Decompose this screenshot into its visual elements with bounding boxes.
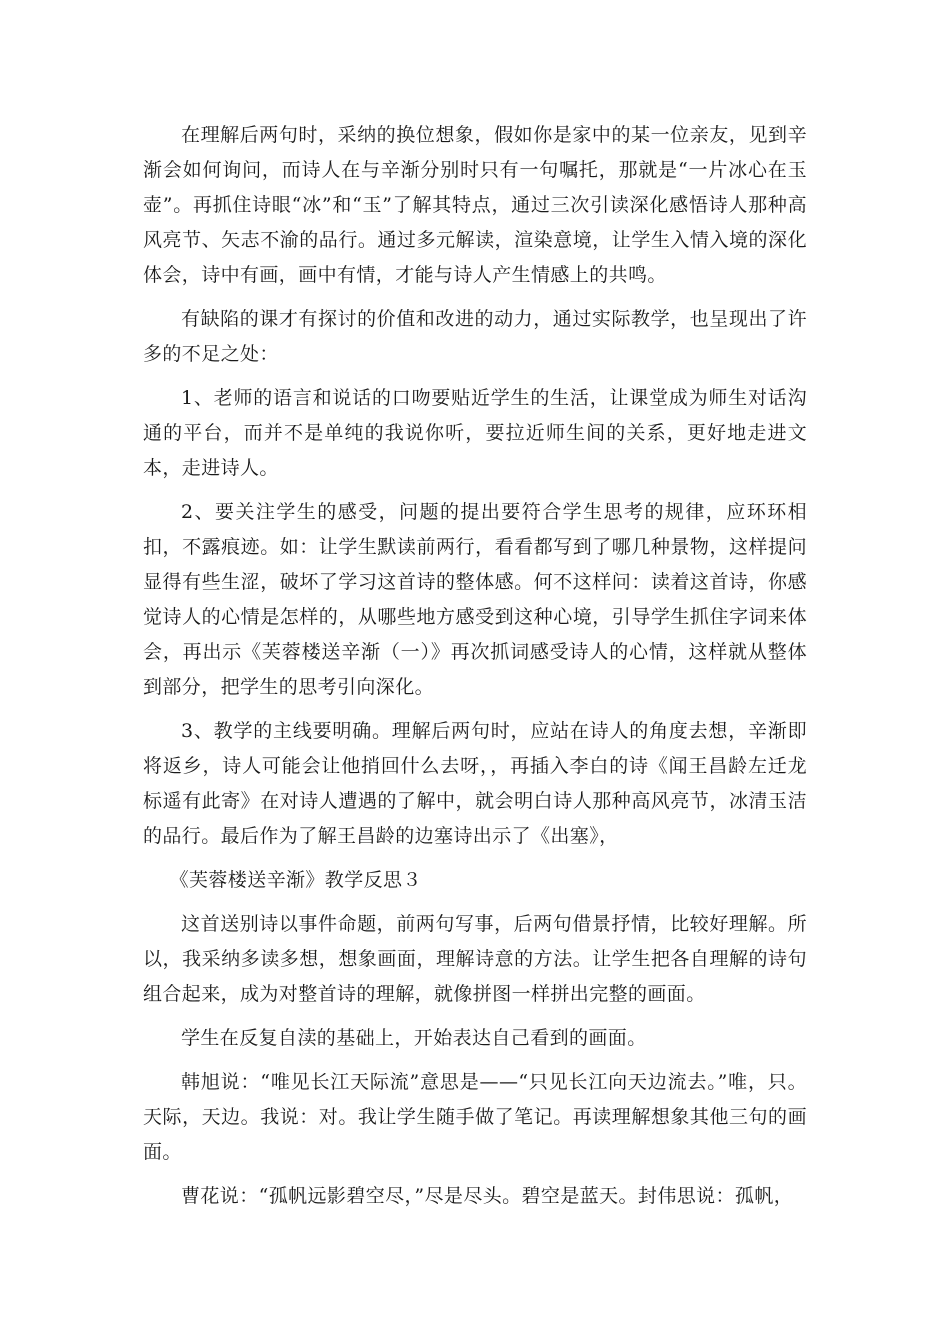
paragraph-5: 3、教学的主线要明确。理解后两句时，应站在诗人的角度去想，辛渐即将返乡，诗人可能会让他捎回什么去呀，，再插入李白的诗《闻王昌龄左迁龙标遥有此寄》在对诗人遭遇的了解中，就会明白诗人那种高风亮节，冰清玉洁的品行。最后作为了解王昌龄的边塞诗出示了《出塞》， bbox=[143, 720, 807, 847]
section-heading: 《芙蓉楼送辛渐》教学反思３ bbox=[169, 869, 422, 891]
paragraph-6: 这首送别诗以事件命题，前两句写事，后两句借景抒情，比较好理解。所以，我采纳多读多想，想象画面，理解诗意的方法。让学生把各自理解的诗句组合起来，成为对整首诗的理解，就像拼图一样拼出完整的画面。 bbox=[143, 913, 807, 1005]
paragraph-1: 在理解后两句时，采纳的换位想象，假如你是家中的某一位亲友，见到辛渐会如何询问，而诗人在与辛渐分别时只有一句嘱托，那就是“一片冰心在玉壶”。再抓住诗眼“冰”和“玉”了解其特点，通过三次引读深化感悟诗人那种高风亮节、矢志不渝的品行。通过多元解读，渲染意境，让学生入情入境的深化体会，诗中有画，画中有情，才能与诗人产生情感上的共鸣。 bbox=[143, 124, 807, 286]
document-body bbox=[143, 118, 807, 1223]
paragraph-9: 曹花说：“孤帆远影碧空尽，”尽是尽头。碧空是蓝天。封伟思说：孤帆， bbox=[181, 1185, 794, 1207]
paragraph-7: 学生在反复自渎的基础上，开始表达自己看到的画面。 bbox=[181, 1027, 647, 1049]
paragraph-8: 韩旭说：“唯见长江天际流”意思是——“只见长江向天边流去。”唯，只。天际，天边。我说：对。我让学生随手做了笔记。再读理解想象其他三句的画面。 bbox=[143, 1071, 807, 1163]
paragraph-2: 有缺陷的课才有探讨的价值和改进的动力，通过实际教学，也呈现出了许多的不足之处： bbox=[143, 308, 807, 365]
paragraph-3: 1、老师的语言和说话的口吻要贴近学生的生活，让课堂成为师生对话沟通的平台，而并不是单纯的我说你听，要拉近师生间的关系，更好地走进文本，走进诗人。 bbox=[143, 387, 807, 479]
paragraph-4: 2、要关注学生的感受，问题的提出要符合学生思考的规律，应环环相扣，不露痕迹。如：让学生默读前两行，看看都写到了哪几种景物，这样提问显得有些生涩，破坏了学习这首诗的整体感。何不这样问：读着这首诗，你感觉诗人的心情是怎样的，从哪些地方感受到这种心境，引导学生抓住字词来体会，再出示《芙蓉楼送辛渐（一）》再次抓词感受诗人的心情，这样就从整体到部分，把学生的思考引向深化。 bbox=[143, 501, 807, 698]
